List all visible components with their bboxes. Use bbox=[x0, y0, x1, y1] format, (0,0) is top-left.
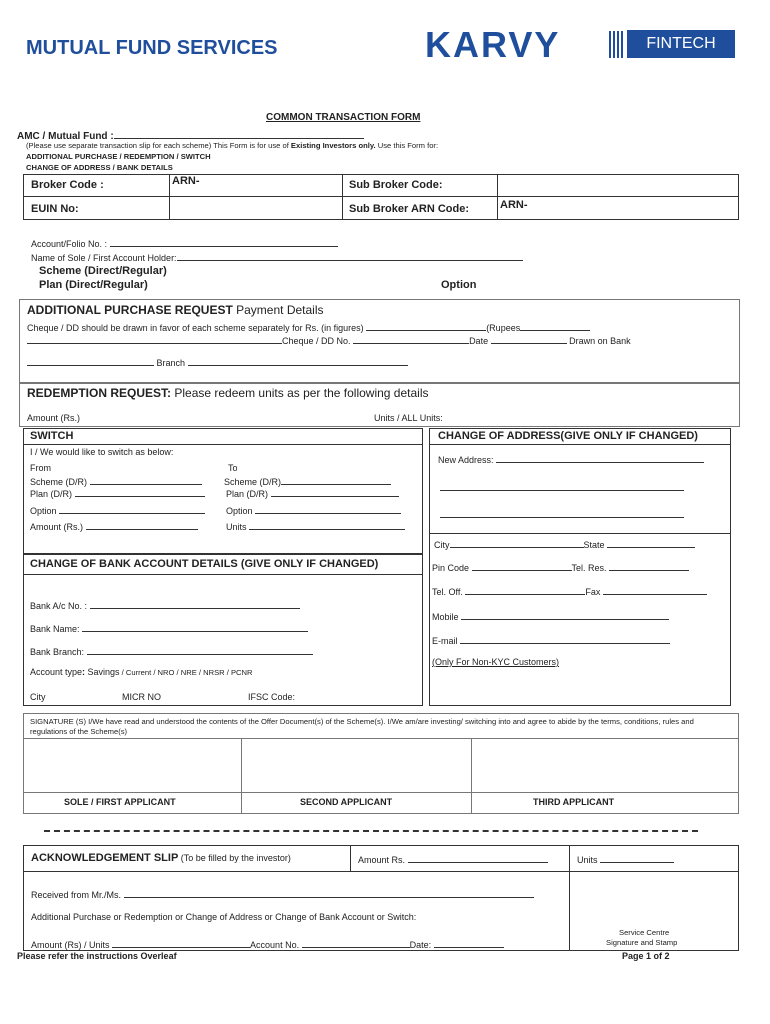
switch-from: From bbox=[30, 463, 51, 473]
sub-broker-code-label: Sub Broker Code: bbox=[349, 179, 443, 191]
folio-field: Account/Folio No. : bbox=[31, 236, 338, 249]
redemption-heading: REDEMPTION REQUEST: Please redeem units as per the following details bbox=[27, 386, 429, 400]
switch-plan-to: Plan (D/R) bbox=[226, 486, 399, 499]
bank-ifsc: IFSC Code: bbox=[248, 692, 296, 702]
ack-heading: ACKNOWLEDGEMENT SLIP (To be filled by the investor) bbox=[31, 852, 291, 864]
address-pin: Pin Code Tel. Res. bbox=[432, 560, 689, 573]
purchase-line-1: Cheque / DD should be drawn in favor of each scheme separately for Rs. (in figures) (Rupees bbox=[27, 320, 590, 333]
service-centre-label: Service Centre bbox=[619, 928, 670, 937]
ack-purpose: Additional Purchase or Redemption or Change of Address or Change of Bank Account or Switch: bbox=[31, 912, 417, 922]
cut-line bbox=[44, 830, 698, 832]
address-email: E-mail bbox=[432, 633, 670, 646]
switch-scheme-from: Scheme (D/R) bbox=[30, 474, 202, 487]
switch-option-from: Option bbox=[30, 503, 205, 516]
page-number: Page 1 of 2 bbox=[622, 951, 670, 961]
ack-received: Received from Mr./Ms. bbox=[31, 887, 534, 900]
instructions-note: Please refer the instructions Overleaf bbox=[17, 951, 177, 961]
signature-text: SIGNATURE (S) I/We have read and understood the contents of the Offer Document(s) of the Scheme(s). I/We am/are investing/ switching into and agree to abide by the terms, conditions, rules and regulations of the Scheme(s) bbox=[30, 717, 694, 736]
ack-amount: Amount Rs. bbox=[358, 852, 548, 865]
form-uses-2: CHANGE OF ADDRESS / BANK DETAILS bbox=[26, 163, 173, 172]
scheme-label: Scheme (Direct/Regular) bbox=[39, 265, 167, 277]
switch-plan-from: Plan (D/R) bbox=[30, 486, 205, 499]
bank-ac-no: Bank A/c No. : bbox=[30, 598, 300, 611]
option-label: Option bbox=[441, 279, 477, 291]
switch-units: Units bbox=[226, 519, 405, 532]
sign-first-applicant: SOLE / FIRST APPLICANT bbox=[64, 797, 176, 807]
plan-label: Plan (Direct/Regular) bbox=[39, 279, 148, 291]
address-city: City State bbox=[434, 537, 695, 550]
form-uses-1: ADDITIONAL PURCHASE / REDEMPTION / SWITCH bbox=[26, 152, 211, 161]
ack-units: Units bbox=[577, 852, 674, 865]
service-stamp-label: Signature and Stamp bbox=[606, 938, 678, 947]
sub-broker-arn-label: Sub Broker ARN Code: bbox=[349, 203, 469, 215]
euin-label: EUIN No: bbox=[31, 203, 79, 215]
purchase-line-3: Branch bbox=[27, 355, 408, 368]
redemption-amount: Amount (Rs.) bbox=[27, 413, 81, 423]
address-line-2 bbox=[440, 517, 684, 518]
switch-scheme-to: Scheme (D/R) bbox=[224, 474, 391, 487]
switch-intro: I / We would like to switch as below: bbox=[30, 447, 174, 457]
bank-heading: CHANGE OF BANK ACCOUNT DETAILS (GIVE ONLY IF CHANGED) bbox=[30, 558, 379, 570]
form-title: COMMON TRANSACTION FORM bbox=[266, 112, 421, 123]
switch-option-to: Option bbox=[226, 503, 401, 516]
sign-second-applicant: SECOND APPLICANT bbox=[300, 797, 393, 807]
purchase-heading: ADDITIONAL PURCHASE REQUEST Payment Details bbox=[27, 303, 324, 317]
redemption-units: Units / ALL Units: bbox=[374, 413, 443, 423]
switch-heading: SWITCH bbox=[30, 430, 74, 442]
ack-amount-units: Amount (Rs) / Units Account No. Date: bbox=[31, 937, 504, 950]
karvy-logo bbox=[425, 24, 737, 65]
switch-to: To bbox=[228, 463, 238, 473]
form-note: (Please use separate transaction slip for each scheme) This Form is for use of Existing Investors only. Use this Form for: bbox=[26, 141, 439, 150]
arn-label: ARN- bbox=[172, 175, 200, 187]
bank-account-type: Account type: Savings / Current / NRO / NRE / NRSR / PCNR bbox=[30, 667, 253, 677]
broker-code-label: Broker Code : bbox=[31, 179, 104, 191]
amc-label: AMC / Mutual Fund : bbox=[17, 128, 364, 142]
address-line-1 bbox=[440, 490, 684, 491]
address-tel-off: Tel. Off. Fax bbox=[432, 584, 707, 597]
non-kyc-note: (Only For Non-KYC Customers) bbox=[432, 657, 560, 667]
karvy-logo-text: KARVY bbox=[425, 24, 561, 65]
bank-micr: MICR NO bbox=[122, 692, 161, 702]
arn-label-2: ARN- bbox=[500, 199, 528, 211]
new-address: New Address: bbox=[438, 452, 704, 465]
purchase-line-2: Cheque / DD No. Date Drawn on Bank bbox=[27, 333, 631, 346]
address-heading: CHANGE OF ADDRESS(GIVE ONLY IF CHANGED) bbox=[438, 430, 698, 442]
fintech-badge: FINTECH bbox=[627, 30, 735, 58]
bank-city: City bbox=[30, 692, 46, 702]
logo-bars-icon bbox=[609, 31, 623, 58]
address-mobile: Mobile bbox=[432, 609, 669, 622]
bank-branch: Bank Branch: bbox=[30, 644, 313, 657]
switch-amount: Amount (Rs.) bbox=[30, 519, 198, 532]
bank-name: Bank Name: bbox=[30, 621, 308, 634]
holder-field: Name of Sole / First Account Holder: bbox=[31, 250, 523, 263]
sign-third-applicant: THIRD APPLICANT bbox=[533, 797, 615, 807]
page-title: MUTUAL FUND SERVICES bbox=[26, 37, 278, 59]
